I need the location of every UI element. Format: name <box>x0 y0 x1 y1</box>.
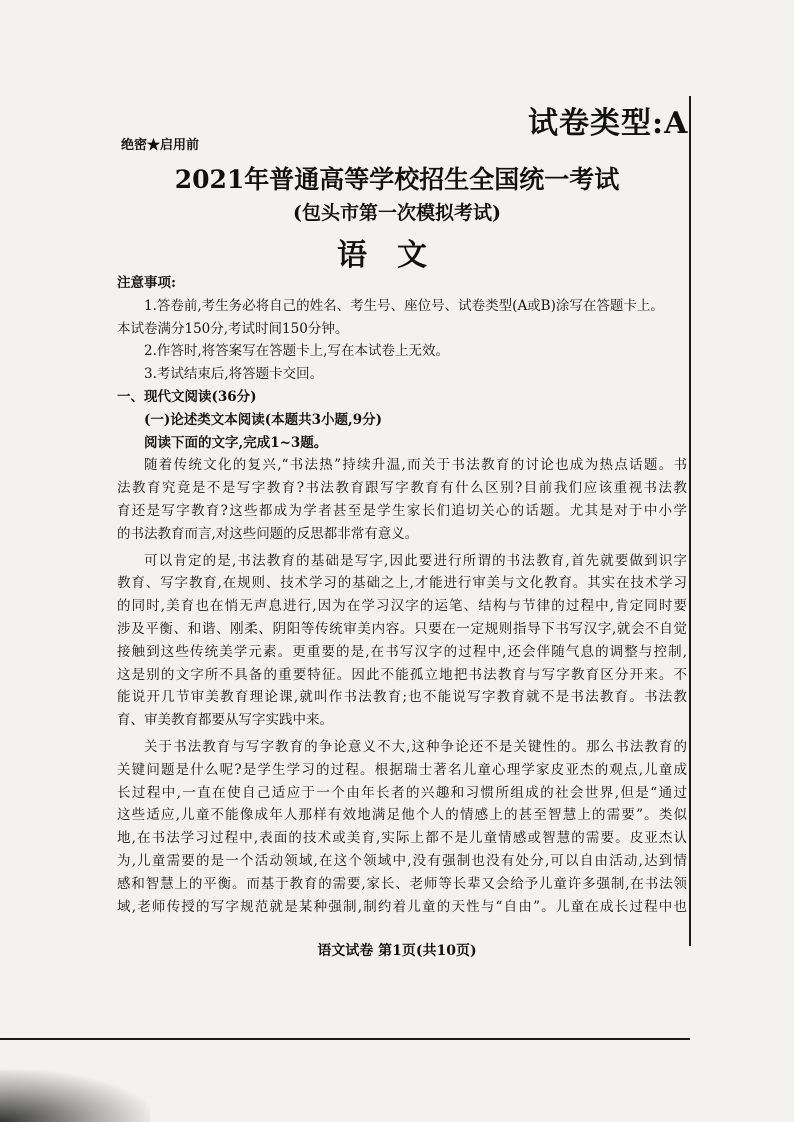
notice-item-2: 2.作答时,将答案写在答题卡上,写在本试卷上无效。 <box>144 343 449 360</box>
passage-line: 关于书法教育与写字教育的争论意义不大,这种争论还不是关键性的。那么书法教育的 <box>144 738 687 755</box>
notice-item-1-cont: 本试卷满分150分,考试时间150分钟。 <box>117 320 349 337</box>
notice-item-3: 3.考试结束后,将答题卡交回。 <box>144 366 324 383</box>
scan-shadow <box>0 1070 150 1122</box>
passage-line: 域,老师传授的写字规范就是某种强制,制约着儿童的天性与“自由”。儿童在成长过程中也 <box>117 898 687 915</box>
section-heading: 一、现代文阅读(36分) <box>117 388 257 405</box>
passage-line: 这些适应,儿童不能像成年人那样有效地满足他个人的情感上的甚至智慧上的需要”。类似 <box>117 807 687 824</box>
passage-line: 关键问题是什么呢?是学生学习的过程。根据瑞士著名儿童心理学家皮亚杰的观点,儿童成 <box>117 761 687 778</box>
confidential-mark: 绝密★启用前 <box>121 138 200 153</box>
passage-line: 随着传统文化的复兴,“书法热”持续升温,而关于书法教育的讨论也成为热点话题。书 <box>144 457 687 474</box>
passage-line: 长过程中,一直在使自己适应于一个由年长者的兴趣和习惯所组成的社会世界,但是“通过 <box>117 784 687 801</box>
paper-type-label: 试卷类型:A <box>528 106 689 141</box>
notice-item-1: 1.答卷前,考生务必将自己的姓名、考生号、座位号、试卷类型(A或B)涂写在答题卡上。 <box>144 297 664 314</box>
passage-line: 能说开几节审美教育理论课,就叫作书法教育;也不能说写字教育就不是书法教育。书法教 <box>117 689 687 706</box>
part-heading: (一)论述类文本阅读(本题共3小题,9分) <box>144 411 383 428</box>
exam-body <box>117 272 687 918</box>
passage-line: 可以肯定的是,书法教育的基础是写字,因此要进行所谓的书法教育,首先就要做到识字 <box>144 552 687 569</box>
passage-line: 法教育究竟是不是写字教育?书法教育跟写字教育有什么区别?目前我们应该重视书法教 <box>117 480 687 497</box>
passage-line: 涉及平衡、和谐、刚柔、阴阳等传统审美内容。只要在一定规则指导下书写汉字,就会不自觉 <box>117 620 687 637</box>
passage-line: 育、审美教育都要从写字实践中来。 <box>117 712 333 729</box>
passage-line: 的同时,美育也在悄无声息进行,因为在学习汉字的运笔、结构与节律的过程中,肯定同时要 <box>117 598 687 615</box>
passage-line: 地,在书法学习过程中,表面的技术或美育,实际上都不是儿童情感或智慧的需要。皮亚杰认 <box>117 830 687 847</box>
page-footer: 语文试卷 第1页(共10页) <box>317 943 477 959</box>
bottom-rule <box>0 1038 690 1040</box>
reading-instruction: 阅读下面的文字,完成1~3题。 <box>144 434 328 451</box>
exam-title: 2021年普通高等学校招生全国统一考试 <box>174 165 620 194</box>
passage-line: 育还是写字教育?这些都成为学者甚至是学生家长们追切关心的话题。尤其是对于中小学 <box>117 502 687 519</box>
passage-line: 教育、写字教育,在规则、技术学习的基础之上,才能进行审美与文化教育。其实在技术学习 <box>117 575 687 592</box>
passage-line: 感和智慧上的平衡。而基于教育的需要,家长、老师等长辈又会给予儿童许多强制,在书法领 <box>117 875 687 892</box>
passage-line: 接触到这些传统美学元素。更重要的是,在书写汉字的过程中,还会伴随气息的调整与控制, <box>117 643 687 660</box>
passage-paragraph-1 <box>117 454 687 545</box>
passage-line: 的书法教育而言,对这些问题的反思都非常有意义。 <box>117 525 419 542</box>
passage-paragraph-3 <box>117 736 687 918</box>
exam-subtitle: (包头市第一次模拟考试) <box>293 202 501 224</box>
subject-title: 语文 <box>337 238 457 273</box>
notice-heading: 注意事项: <box>117 275 176 291</box>
passage-line: 这是别的文字所不具备的重要特征。因此不能孤立地把书法教育与写字教育区分开来。不 <box>117 666 687 683</box>
passage-paragraph-2 <box>117 550 687 732</box>
passage-line: 为,儿童需要的是一个活动领域,在这个领域中,没有强制也没有处分,可以自由活动,达到情 <box>117 852 687 869</box>
